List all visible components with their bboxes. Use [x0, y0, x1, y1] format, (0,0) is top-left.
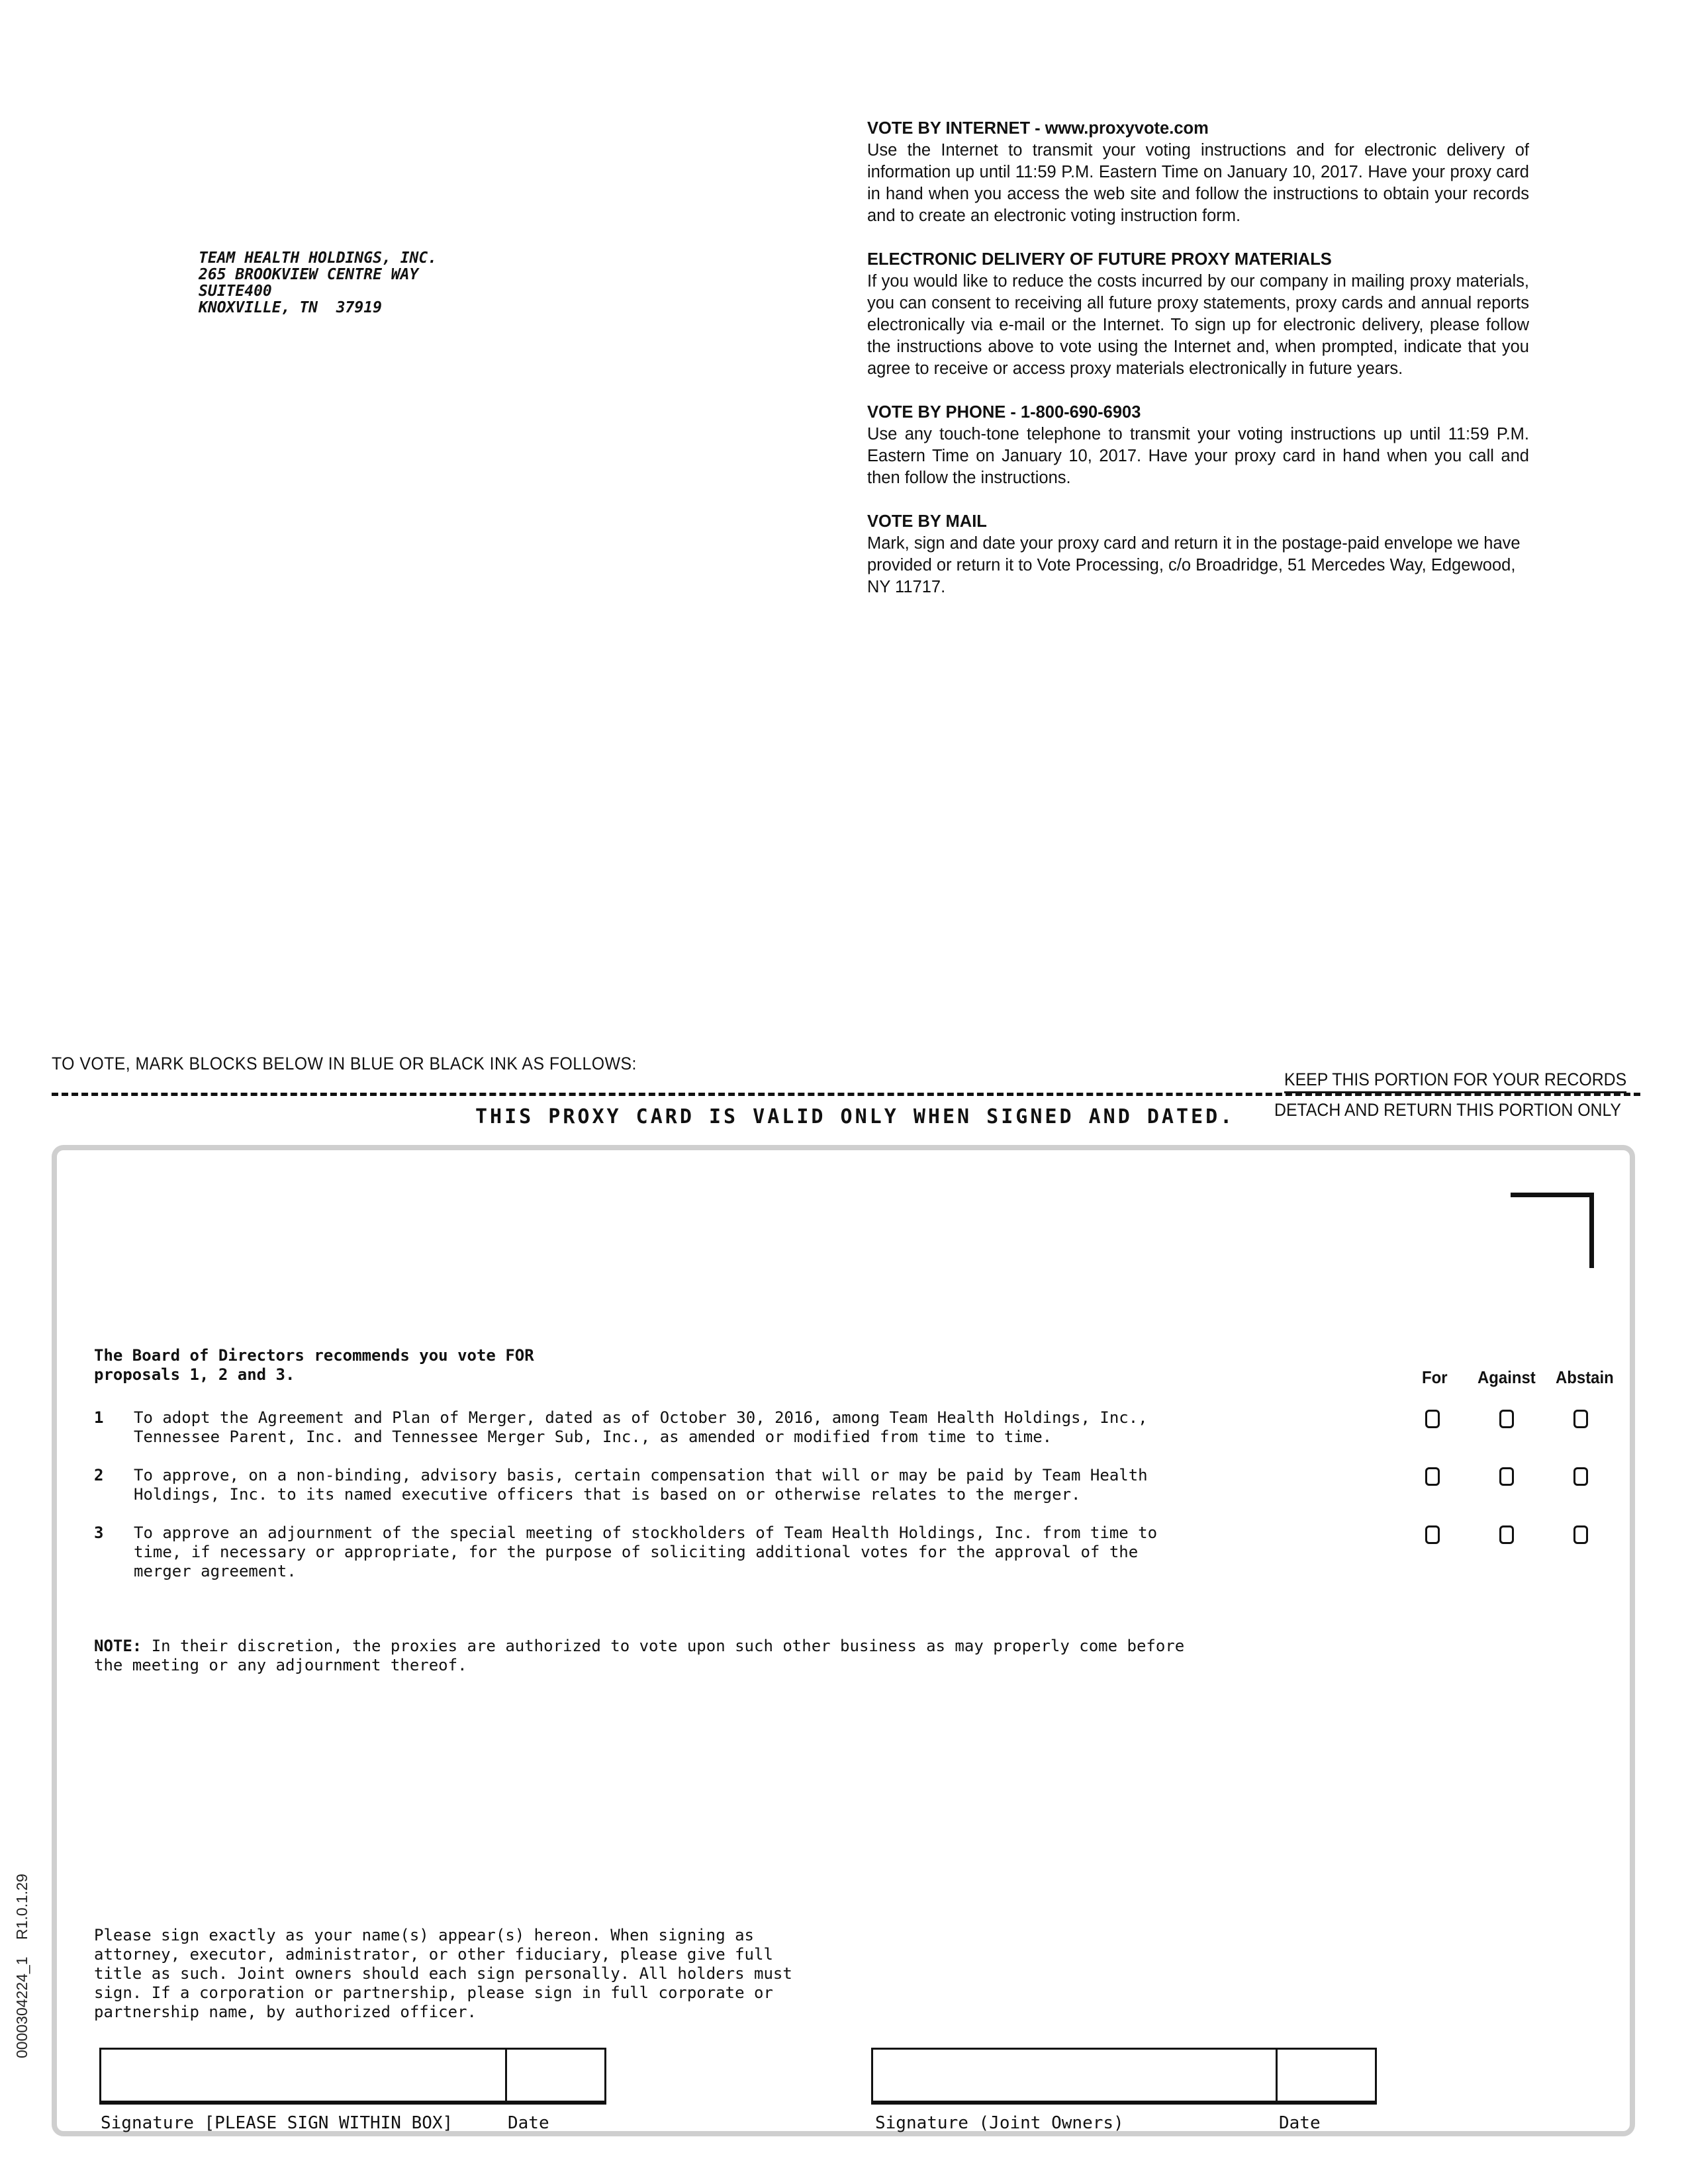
- vote-by-phone-section: [867, 402, 1529, 489]
- board-recommendation-line: The Board of Directors recommends you vote FOR: [94, 1346, 534, 1365]
- vote-by-phone-body: Use any touch-tone telephone to transmit your voting instructions up until 11:59 P.M. Eastern Time on January 10, 2017. Have your proxy card in hand when you call and then follow the instructions.: [867, 425, 1529, 487]
- proposal-1-for-checkbox[interactable]: [1425, 1410, 1440, 1428]
- vote-by-mail-heading: VOTE BY MAIL: [867, 512, 987, 531]
- proposal-line: merger agreement.: [134, 1562, 297, 1580]
- corner-registration-mark: [1511, 1193, 1594, 1268]
- note-text: In their discretion, the proxies are authorized to vote upon such other business as may properly come before: [142, 1637, 1185, 1655]
- date-label: Date: [508, 2113, 549, 2133]
- note-line: the meeting or any adjournment thereof.: [94, 1656, 467, 1674]
- proposal-2-abstain-checkbox[interactable]: [1573, 1467, 1588, 1486]
- discretion-note: [94, 1637, 1259, 1675]
- electronic-delivery-body: If you would like to reduce the costs incurred by our company in mailing proxy materials, you can consent to receiving all future proxy statements, proxy cards and annual reports electronically via e-mail or the Internet. To sign up for electronic delivery, please follow the instructions above to vote using the Internet and, when prompted, indicate that you agree to receive or access proxy materials electronically in future years.: [867, 272, 1529, 378]
- board-recommendation: [94, 1346, 534, 1385]
- to-vote-instruction: TO VOTE, MARK BLOCKS BELOW IN BLUE OR BLACK INK AS FOLLOWS:: [52, 1054, 637, 1073]
- proposal-2-text: [134, 1466, 1233, 1504]
- proposal-line: Holdings, Inc. to its named executive officers that is based on or otherwise relates to the merger.: [134, 1485, 1081, 1504]
- joint-signature-box[interactable]: [871, 2048, 1278, 2105]
- electronic-delivery-section: [867, 249, 1529, 380]
- valid-notice: THIS PROXY CARD IS VALID ONLY WHEN SIGNED AND DATED.: [475, 1105, 1235, 1128]
- vote-by-mail-section: [867, 511, 1529, 598]
- note-line: [94, 1637, 1259, 1656]
- for-column-header: For: [1422, 1367, 1448, 1387]
- vote-by-internet-section: [867, 118, 1529, 227]
- vote-by-phone-heading: VOTE BY PHONE - 1-800-690-6903: [867, 403, 1141, 422]
- document-control-code: 0000304224_1 R1.0.1.29: [13, 1874, 30, 2058]
- keep-portion-label: KEEP THIS PORTION FOR YOUR RECORDS: [1284, 1069, 1626, 1093]
- joint-signature-label: Signature (Joint Owners): [875, 2113, 1124, 2133]
- return-address: [199, 250, 437, 316]
- signing-instruction-line: partnership name, by authorized officer.: [94, 2003, 477, 2021]
- signing-instruction-line: sign. If a corporation or partnership, please sign in full corporate or: [94, 1983, 773, 2002]
- abstain-column-header: Abstain: [1556, 1367, 1614, 1387]
- address-line: TEAM HEALTH HOLDINGS, INC.: [199, 250, 438, 267]
- proposal-line: Tennessee Parent, Inc. and Tennessee Merger Sub, Inc., as amended or modified from time to time.: [134, 1428, 1053, 1446]
- proposal-3-for-checkbox[interactable]: [1425, 1525, 1440, 1544]
- note-label: NOTE:: [94, 1637, 142, 1655]
- voting-instructions: [867, 118, 1529, 620]
- address-line: SUITE400: [199, 283, 272, 300]
- address-line: 265 BROOKVIEW CENTRE WAY: [199, 266, 419, 283]
- vote-by-internet-heading[interactable]: VOTE BY INTERNET - www.proxyvote.com: [867, 119, 1209, 138]
- proposal-3-abstain-checkbox[interactable]: [1573, 1525, 1588, 1544]
- proposal-1-abstain-checkbox[interactable]: [1573, 1410, 1588, 1428]
- signature-label: Signature [PLEASE SIGN WITHIN BOX]: [101, 2113, 453, 2133]
- proposal-1-text: [134, 1408, 1233, 1447]
- detach-return-label: DETACH AND RETURN THIS PORTION ONLY: [1274, 1100, 1622, 1120]
- proposal-1-number: 1: [94, 1408, 104, 1427]
- against-column-header: Against: [1477, 1367, 1536, 1387]
- signature-box[interactable]: [99, 2048, 507, 2105]
- vote-by-internet-body: Use the Internet to transmit your voting instructions and for electronic delivery of information up until 11:59 P.M. Eastern Time on January 10, 2017. Have your proxy card in hand when you access the web site and follow the instructions to obtain your records and to create an electronic voting instruction form.: [867, 141, 1529, 225]
- joint-date-label: Date: [1279, 2113, 1321, 2133]
- proposal-3-number: 3: [94, 1524, 104, 1542]
- proposal-line: To approve an adjournment of the special meeting of stockholders of Team Health Holdings, Inc. from time to: [134, 1524, 1158, 1542]
- address-line: KNOXVILLE, TN 37919: [199, 299, 382, 316]
- signing-instructions: [94, 1926, 862, 2022]
- joint-date-box[interactable]: [1278, 2048, 1377, 2105]
- proposal-2-number: 2: [94, 1466, 104, 1484]
- date-box[interactable]: [507, 2048, 606, 2105]
- proposal-2-against-checkbox[interactable]: [1499, 1467, 1514, 1486]
- signing-instruction-line: Please sign exactly as your name(s) appear(s) hereon. When signing as: [94, 1926, 754, 1944]
- signing-instruction-line: attorney, executor, administrator, or other fiduciary, please give full: [94, 1945, 773, 1964]
- proposal-3-against-checkbox[interactable]: [1499, 1525, 1514, 1544]
- electronic-delivery-heading: ELECTRONIC DELIVERY OF FUTURE PROXY MATERIALS: [867, 250, 1332, 269]
- proposal-3-text: [134, 1524, 1233, 1581]
- detach-dashed-line: [52, 1093, 1640, 1096]
- proposal-1-against-checkbox[interactable]: [1499, 1410, 1514, 1428]
- proposal-line: To adopt the Agreement and Plan of Merger, dated as of October 30, 2016, among Team Health Holdings, Inc.,: [134, 1408, 1148, 1427]
- board-recommendation-line: proposals 1, 2 and 3.: [94, 1365, 295, 1384]
- proposal-line: To approve, on a non-binding, advisory basis, certain compensation that will or may be paid by Team Health: [134, 1466, 1148, 1484]
- proposal-line: time, if necessary or appropriate, for the purpose of soliciting additional votes for the approval of the: [134, 1543, 1139, 1561]
- signing-instruction-line: title as such. Joint owners should each sign personally. All holders must: [94, 1964, 792, 1983]
- vote-by-mail-body: Mark, sign and date your proxy card and return it in the postage-paid envelope we have provided or return it to Vote Processing, c/o Broadridge, 51 Mercedes Way, Edgewood, NY 11717.: [867, 534, 1521, 596]
- proposal-2-for-checkbox[interactable]: [1425, 1467, 1440, 1486]
